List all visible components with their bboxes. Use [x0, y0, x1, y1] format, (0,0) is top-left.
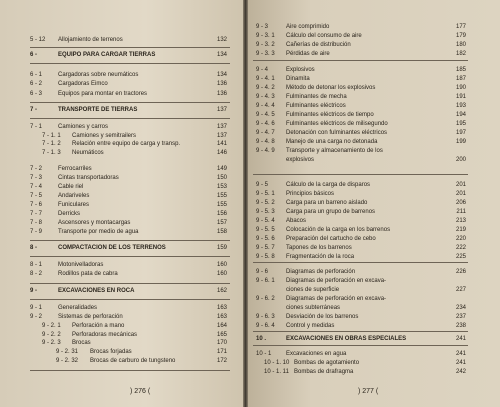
- toc-entry-number: 7 - 1. 3: [42, 150, 61, 156]
- toc-entry-number: 7 -: [30, 107, 38, 113]
- toc-entry: [56, 358, 175, 365]
- toc-page-number: 163: [216, 314, 227, 320]
- toc-entry: [256, 51, 330, 58]
- toc-page-number: 234: [455, 305, 466, 311]
- toc-entry-title: Principios básicos: [286, 191, 335, 197]
- toc-entry-number: 5 - 12: [30, 37, 46, 43]
- toc-page-number: 163: [216, 305, 227, 311]
- toc-entry-title: Método de detonar los explosivos: [286, 85, 376, 91]
- toc-entry-title: Relación entre equipo de carga y transp.: [72, 141, 181, 147]
- toc-entry-title: Fulminantes eléctricos de tiempo: [286, 112, 374, 118]
- divider-line: [30, 102, 230, 103]
- toc-entry-title: Colocación de la carga en los barrenos: [286, 227, 391, 233]
- toc-entry: [30, 91, 147, 98]
- toc-entry-number: 6 - 2: [30, 81, 43, 87]
- toc-page-number: 158: [216, 229, 227, 235]
- left-page: [0, 0, 243, 407]
- toc-entry-title: Bombas de agotamiento: [294, 360, 360, 366]
- toc-page-number: 165: [216, 332, 227, 338]
- toc-entry: [256, 85, 375, 92]
- toc-entry: [256, 24, 329, 31]
- toc-entry: [30, 184, 83, 191]
- toc-entry-number: 9 - 1: [30, 305, 43, 311]
- divider-line: [253, 262, 468, 263]
- toc-page-number: 155: [216, 193, 227, 199]
- toc-page-number: 206: [455, 200, 466, 206]
- toc-entry-number: 9 - 5. 6: [256, 236, 275, 242]
- toc-entry-title: Control y medidas: [286, 323, 335, 329]
- toc-page-number: 201: [455, 182, 466, 188]
- toc-entry: [256, 227, 390, 234]
- toc-entry-number: 9 - 2. 1: [42, 323, 61, 329]
- toc-page-number: 155: [216, 202, 227, 208]
- toc-entry: [256, 200, 367, 207]
- toc-entry: [30, 52, 155, 59]
- toc-entry-title: Perforadoras mecánicas: [72, 332, 138, 338]
- toc-entry-number: 6 -: [30, 52, 38, 58]
- toc-entry-title: COMPACTACION DE LOS TERRENOS: [58, 245, 166, 251]
- toc-page-number: 134: [216, 72, 227, 78]
- toc-entry: [256, 296, 386, 303]
- toc-page-number: 157: [216, 220, 227, 226]
- toc-entry-number: 9 -: [30, 288, 38, 294]
- divider-line: [253, 331, 468, 332]
- toc-page-number: 159: [216, 245, 227, 251]
- toc-entry-title: ciones de superficie: [286, 287, 340, 293]
- toc-entry-number: 9 - 5. 5: [256, 227, 275, 233]
- divider-line: [30, 256, 230, 257]
- toc-page-number: 153: [216, 184, 227, 190]
- toc-page-number: 213: [455, 218, 466, 224]
- toc-entry: [30, 220, 130, 227]
- toc-entry-title: Ascensores y montacargas: [58, 220, 131, 226]
- toc-entry: [42, 332, 137, 339]
- toc-entry: [256, 254, 354, 261]
- toc-page-number: 179: [455, 33, 466, 39]
- toc-page-number: 149: [216, 166, 227, 172]
- toc-entry-number: 7 - 4: [30, 184, 43, 190]
- toc-entry-title: Neumáticos: [72, 150, 104, 156]
- toc-page-number: 137: [216, 124, 227, 130]
- divider-line: [30, 283, 230, 284]
- toc-entry: [256, 245, 352, 252]
- toc-entry: [42, 141, 180, 148]
- toc-entry: [30, 211, 80, 218]
- toc-page-number: 200: [455, 157, 466, 163]
- toc-entry-title: Diagramas de perforación: [286, 269, 356, 275]
- toc-page-number: 164: [216, 323, 227, 329]
- toc-entry-number: 8 - 1: [30, 262, 43, 268]
- toc-entry-number: 7 - 6: [30, 202, 43, 208]
- right-page: [248, 0, 500, 407]
- page-number: ) 276 (: [130, 388, 151, 395]
- toc-page-number: 241: [455, 360, 466, 366]
- toc-entry-number: 9 - 6. 1: [256, 278, 275, 284]
- toc-page-number: 197: [455, 130, 466, 136]
- toc-entry-title: Transporte por medio de agua: [58, 229, 139, 235]
- toc-entry-title: Sistemas de perforación: [58, 314, 123, 320]
- toc-page-number: 177: [455, 24, 466, 30]
- toc-page-number: 227: [455, 287, 466, 293]
- toc-entry: [256, 314, 358, 321]
- toc-entry-title: Cálculo de la carga de disparos: [286, 182, 371, 188]
- toc-entry-number: 9 - 6. 2: [256, 296, 275, 302]
- toc-entry-title: Carga para un grupo de barrenos: [286, 209, 376, 215]
- toc-page-number: 137: [216, 107, 227, 113]
- toc-entry-title: Abacos: [286, 218, 307, 224]
- toc-entry-number: 9 - 2. 3: [42, 340, 61, 346]
- toc-page-number: 162: [216, 288, 227, 294]
- toc-page-number: 222: [455, 245, 466, 251]
- toc-entry: [256, 42, 351, 49]
- toc-entry: [30, 193, 89, 200]
- toc-page-number: 185: [455, 67, 466, 73]
- toc-entry-number: 9 - 4. 5: [256, 112, 275, 118]
- divider-line: [30, 299, 230, 300]
- toc-entry-title: Transporte y almacenamiento de los: [286, 148, 383, 154]
- toc-entry-title: Cálculo del consumo de aire: [286, 33, 362, 39]
- toc-entry-title: explosivos: [286, 157, 315, 163]
- toc-entry: [256, 94, 347, 101]
- toc-entry-number: 9 - 5. 7: [256, 245, 275, 251]
- toc-entry-title: Cañerías de distribución: [286, 42, 351, 48]
- toc-entry-title: Fulminantes eléctricos de milisegundo: [286, 121, 388, 127]
- toc-entry-number: 9 - 3. 3: [256, 51, 275, 57]
- divider-line: [30, 118, 230, 119]
- divider-line: [253, 174, 468, 175]
- toc-entry-number: 9 - 4. 2: [256, 85, 275, 91]
- toc-entry-number: 7 - 7: [30, 211, 43, 217]
- toc-entry-title: Cintas transportadoras: [58, 175, 119, 181]
- toc-entry: [56, 349, 132, 356]
- toc-entry-number: 7 - 1. 1: [42, 133, 61, 139]
- toc-entry: [256, 191, 334, 198]
- toc-entry-number: 8 -: [30, 245, 38, 251]
- toc-entry-number: 8 - 2: [30, 271, 43, 277]
- toc-entry: [256, 218, 306, 225]
- toc-entry: [256, 269, 355, 276]
- toc-page-number: 132: [216, 37, 227, 43]
- toc-entry-number: 9 - 4. 1: [256, 76, 275, 82]
- toc-entry-number: 9 - 4. 3: [256, 94, 275, 100]
- toc-entry-number: 6 - 3: [30, 91, 43, 97]
- toc-entry-number: 6 - 1: [30, 72, 43, 78]
- toc-entry-number: 9 - 4. 7: [256, 130, 275, 136]
- toc-entry-number: 9 - 4. 6: [256, 121, 275, 127]
- toc-entry-title: Cargadoras sobre neumáticos: [58, 72, 139, 78]
- toc-entry-title: Cable riel: [58, 184, 84, 190]
- toc-entry-number: 9 - 5: [256, 182, 269, 188]
- toc-entry: [30, 229, 139, 236]
- divider-line: [30, 63, 230, 64]
- toc-entry-title: EXCAVACIONES EN ROCA: [58, 288, 135, 294]
- toc-entry-title: ciones subterráneas: [286, 305, 341, 311]
- toc-entry-title: Brocas forjadas: [90, 349, 132, 355]
- toc-page-number: 156: [216, 211, 227, 217]
- toc-entry-number: 10 - 1. 11: [264, 369, 289, 375]
- toc-entry-title: Manejo de una carga no detonada: [286, 139, 378, 145]
- toc-page-number: 211: [456, 209, 466, 215]
- toc-entry-title: Fulminantes de mecha: [286, 94, 347, 100]
- toc-entry-title: EQUIPO PARA CARGAR TIERRAS: [58, 52, 156, 58]
- toc-entry: [256, 209, 375, 216]
- toc-entry-number: 9 - 2. 32: [56, 358, 79, 364]
- toc-entry: [30, 202, 89, 209]
- toc-entry-title: Andariveles: [58, 193, 90, 199]
- toc-entry-number: 9 - 5. 8: [256, 254, 275, 260]
- toc-entry: [256, 67, 315, 74]
- toc-page-number: 220: [455, 236, 466, 242]
- toc-entry-title: Cargadoras Eimco: [58, 81, 108, 87]
- toc-entry: [30, 175, 119, 182]
- divider-line: [253, 60, 468, 61]
- divider-line: [30, 47, 230, 48]
- toc-entry-number: 9 - 5. 4: [256, 218, 275, 224]
- toc-entry: [264, 360, 359, 367]
- toc-page-number: 241: [455, 351, 466, 357]
- toc-entry-number: 9 - 3: [256, 24, 269, 30]
- toc-page-number: 141: [216, 141, 227, 147]
- toc-entry: [42, 340, 91, 347]
- toc-page-number: 195: [455, 121, 466, 127]
- toc-entry-title: Carga para un barreno aislado: [286, 200, 368, 206]
- toc-entry: [42, 150, 104, 157]
- toc-page-number: 226: [455, 269, 466, 275]
- toc-entry-title: Aire comprimido: [286, 24, 330, 30]
- toc-entry: [42, 133, 136, 140]
- toc-entry-title: Excavaciones en agua: [286, 351, 347, 357]
- toc-entry-title: Dinamita: [286, 76, 310, 82]
- toc-page-number: 237: [455, 314, 466, 320]
- toc-entry: [30, 72, 138, 79]
- toc-entry: [256, 103, 346, 110]
- toc-page-number: 160: [216, 271, 227, 277]
- toc-page-number: 136: [216, 91, 227, 97]
- toc-entry-title: Fulminantes eléctricos: [286, 103, 346, 109]
- toc-entry: [30, 288, 134, 295]
- toc-entry-title: Camiones y carros: [58, 124, 109, 130]
- toc-page-number: 180: [455, 42, 466, 48]
- toc-entry-number: 9 - 5. 3: [256, 209, 275, 215]
- toc-page-number: 171: [216, 349, 227, 355]
- toc-entry-title: Brocas de carburo de tungsteno: [90, 358, 176, 364]
- toc-entry-number: 9 - 2. 2: [42, 332, 61, 338]
- toc-page-number: 242: [455, 369, 466, 375]
- divider-line: [253, 345, 468, 346]
- toc-entry: [30, 166, 92, 173]
- toc-entry: [256, 148, 383, 155]
- toc-entry-title: Bombas de drafragma: [294, 369, 354, 375]
- toc-entry: [30, 245, 166, 252]
- toc-entry-number: 9 - 6. 3: [256, 314, 275, 320]
- toc-entry-title: Diagramas de perforación en excava-: [286, 296, 387, 302]
- toc-page-number: 199: [455, 139, 466, 145]
- toc-entry: [256, 121, 388, 128]
- toc-entry-number: 9 - 2: [30, 314, 43, 320]
- toc-entry: [42, 323, 124, 330]
- toc-entry: [256, 130, 387, 137]
- toc-entry-number: 9 - 4. 8: [256, 139, 275, 145]
- toc-entry-number: 9 - 3. 1: [256, 33, 275, 39]
- toc-entry-number: 9 - 4. 4: [256, 103, 275, 109]
- toc-entry-title: Derricks: [58, 211, 80, 217]
- toc-entry-title: Explosivos: [286, 67, 315, 73]
- toc-page-number: 182: [455, 51, 466, 57]
- toc-entry-number: 9 - 5. 2: [256, 200, 275, 206]
- toc-entry-title: Desviación de los barrenos: [286, 314, 359, 320]
- toc-entry: [256, 76, 310, 83]
- toc-page-number: 225: [455, 254, 466, 260]
- toc-entry: [256, 139, 377, 146]
- toc-entry-title: Diagramas de perforación en excava-: [286, 278, 387, 284]
- toc-entry-number: 9 - 3. 2: [256, 42, 275, 48]
- toc-entry: [30, 271, 118, 278]
- toc-entry-title: Brocas: [72, 340, 91, 346]
- toc-entry: [256, 112, 374, 119]
- toc-entry: [264, 369, 353, 376]
- toc-entry: [30, 37, 123, 44]
- toc-page-number: 219: [455, 227, 466, 233]
- toc-entry: [256, 157, 314, 164]
- toc-entry: [256, 182, 370, 189]
- toc-page-number: 150: [216, 175, 227, 181]
- toc-entry-number: 7 - 3: [30, 175, 43, 181]
- toc-entry: [256, 336, 406, 343]
- toc-entry: [256, 33, 362, 40]
- toc-entry-number: 7 - 8: [30, 220, 43, 226]
- toc-page-number: 193: [455, 103, 466, 109]
- toc-entry-number: 9 - 5. 1: [256, 191, 275, 197]
- toc-entry-number: 7 - 1: [30, 124, 43, 130]
- toc-entry-title: Funiculares: [58, 202, 90, 208]
- toc-page-number: 137: [216, 133, 227, 139]
- toc-entry-number: 9 - 6. 4: [256, 323, 275, 329]
- toc-entry-number: 7 - 5: [30, 193, 43, 199]
- divider-line: [30, 240, 230, 241]
- toc-page-number: 172: [216, 358, 227, 364]
- toc-page-number: 194: [455, 112, 466, 118]
- toc-entry-title: TRANSPORTE DE TIERRAS: [58, 107, 138, 113]
- toc-entry-title: Fragmentación de la roca: [286, 254, 355, 260]
- toc-page-number: 134: [216, 52, 227, 58]
- toc-entry-number: 10 - 1: [256, 351, 272, 357]
- toc-entry-title: Rodillos pata de cabra: [58, 271, 118, 277]
- toc-entry: [30, 81, 108, 88]
- toc-entry: [256, 351, 346, 358]
- toc-page-number: 201: [455, 191, 466, 197]
- toc-entry: [30, 124, 108, 131]
- toc-page-number: 187: [455, 76, 466, 82]
- toc-page-number: 160: [216, 262, 227, 268]
- toc-entry-number: 10 - 1. 10: [264, 360, 290, 366]
- toc-entry: [256, 305, 340, 312]
- toc-entry-title: Camiones y semitrailers: [72, 133, 137, 139]
- toc-page-number: 241: [455, 336, 466, 342]
- toc-entry: [256, 236, 376, 243]
- toc-entry-number: 10 .: [256, 336, 267, 342]
- toc-entry-number: 9 - 4. 9: [256, 148, 275, 154]
- toc-page-number: 170: [216, 340, 227, 346]
- toc-entry-number: 9 - 4: [256, 67, 269, 73]
- toc-entry: [30, 305, 97, 312]
- toc-entry-number: 7 - 2: [30, 166, 43, 172]
- toc-entry: [30, 107, 137, 114]
- toc-page-number: 190: [455, 85, 466, 91]
- toc-entry: [30, 262, 103, 269]
- toc-entry-number: 9 - 2. 31: [56, 349, 79, 355]
- divider-line: [30, 370, 230, 371]
- toc-entry: [256, 278, 386, 285]
- toc-page-number: 146: [216, 150, 227, 156]
- toc-entry-title: EXCAVACIONES EN OBRAS ESPECIALES: [286, 336, 407, 342]
- toc-entry-title: Pérdidas de aire: [286, 51, 330, 57]
- toc-entry-title: Allojamiento de terrenos: [58, 37, 123, 43]
- toc-entry-number: 7 - 9: [30, 229, 43, 235]
- toc-entry-title: Generalidades: [58, 305, 98, 311]
- toc-page-number: 238: [455, 323, 466, 329]
- toc-entry-number: 7 - 1. 2: [42, 141, 61, 147]
- toc-entry-title: Equipos para montar en tractores: [58, 91, 148, 97]
- toc-entry: [256, 323, 334, 330]
- toc-entry-title: Ferrocarriles: [58, 166, 92, 172]
- toc-entry: [256, 287, 339, 294]
- toc-page-number: 136: [216, 81, 227, 87]
- toc-entry-title: Detonación con fulminantes eléctricos: [286, 130, 388, 136]
- toc-page-number: 191: [455, 94, 466, 100]
- page-number: ) 277 (: [358, 388, 379, 395]
- toc-entry-title: Preparación del cartucho de cebo: [286, 236, 376, 242]
- toc-entry: [30, 314, 123, 321]
- toc-entry-number: 9 - 6: [256, 269, 269, 275]
- toc-entry-title: Perforación a mano: [72, 323, 125, 329]
- toc-entry-title: Tapones de los barrenos: [286, 245, 352, 251]
- toc-entry-title: Motonivelladoras: [58, 262, 104, 268]
